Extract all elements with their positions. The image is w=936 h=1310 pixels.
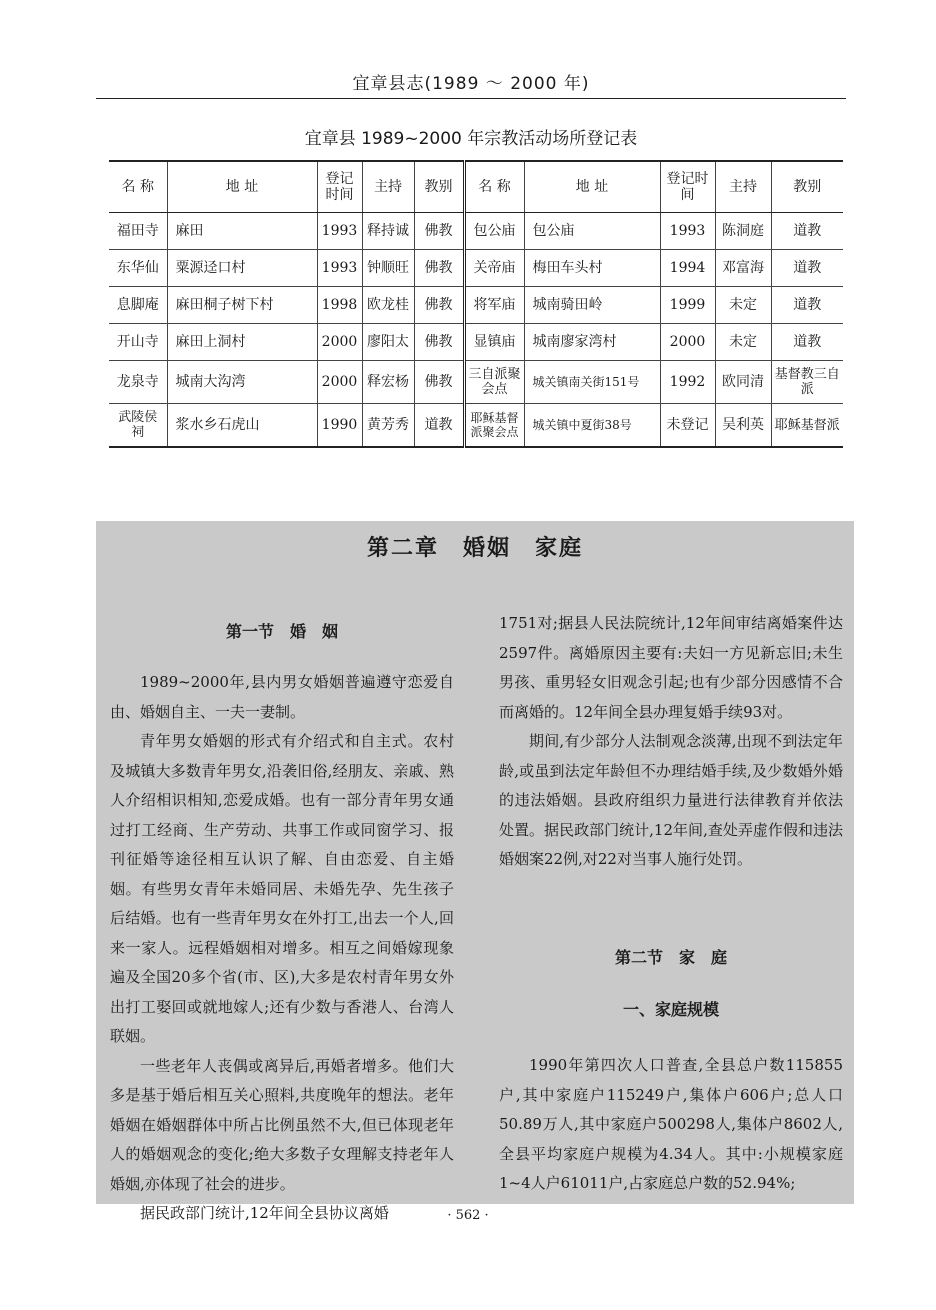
body-paragraph: 青年男女婚姻的形式有介绍式和自主式。农村及城镇大多数青年男女,沿袭旧俗,经朋友、亲戚、熟人介绍相识相知,恋爱成婚。也有一部分青年男女通过打工经商、生产劳动、共事工作或同窗学习、报刊征婚等途径相互认识了解、自由恋爱、自主婚姻。有些男女青年未婚同居、未婚先孕、先生孩子后结婚。也有一些青年男女在外打工,出去一个人,回来一家人。远程婚姻相对增多。相互之间婚嫁现象遍及全国20多个省(市、区),大多是农村青年男女外出打工娶回或就地嫁人;还有少数与香港人、台湾人联姻。: [110, 732, 454, 1045]
table-cell: 基督教三自派: [771, 361, 843, 404]
table-cell: 耶稣基督派聚会点: [464, 404, 524, 448]
table-cell: 道教: [771, 324, 843, 361]
table-cell: 陈洞庭: [715, 213, 771, 250]
table-cell: 道教: [771, 287, 843, 324]
table-cell: 麻田桐子树下村: [167, 287, 317, 324]
body-paragraph: 据民政部门统计,12年间全县协议离婚: [140, 1204, 389, 1222]
table-cell: 开山寺: [109, 324, 167, 361]
table-cell: 1992: [660, 361, 715, 404]
table-cell: 麻田: [167, 213, 317, 250]
table-cell: 释宏杨: [362, 361, 414, 404]
table-row: [109, 361, 843, 404]
header-host-2: 主持: [715, 161, 771, 213]
table-cell: 武陵侯祠: [109, 404, 167, 448]
body-paragraph: 1751对;据县人民法院统计,12年间审结离婚案件达2597件。离婚原因主要有:夫妇一方见新忘旧;未生男孩、重男轻女旧观念引起;也有少部分因感情不合而离婚的。12年间全县办理复婚手续93对。: [499, 614, 843, 721]
table-cell: 东华仙: [109, 250, 167, 287]
table-cell: 麻田上洞村: [167, 324, 317, 361]
religious-sites-table: [109, 160, 843, 448]
table-cell: 福田寺: [109, 213, 167, 250]
table-cell: 浆水乡石虎山: [167, 404, 317, 448]
table-row: [109, 287, 843, 324]
table-cell: 城关镇中夏街38号: [524, 404, 660, 448]
section-title-marriage: 第一节 婚 姻: [225, 622, 338, 641]
header-name-2: 名 称: [464, 161, 524, 213]
header-host: 主持: [362, 161, 414, 213]
table-cell: 将军庙: [464, 287, 524, 324]
table-cell: 梅田车头村: [524, 250, 660, 287]
subsection-title-family-size: 一、家庭规模: [622, 1000, 719, 1019]
header-reg-time: 登记时间: [317, 161, 362, 213]
table-cell: 2000: [317, 324, 362, 361]
table-cell: 佛教: [414, 250, 464, 287]
table-cell: 三自派聚会点: [464, 361, 524, 404]
table-cell: 欧龙桂: [362, 287, 414, 324]
table-cell: 城关镇南关街151号: [524, 361, 660, 404]
right-column-top: [499, 609, 843, 875]
table-cell: 钟顺旺: [362, 250, 414, 287]
table-cell: 关帝庙: [464, 250, 524, 287]
table-cell: 佛教: [414, 361, 464, 404]
header-religion: 教别: [414, 161, 464, 213]
table-cell: 息脚庵: [109, 287, 167, 324]
table-cell: 吴利英: [715, 404, 771, 448]
right-column-bottom: [499, 1051, 843, 1199]
body-paragraph: 1990年第四次人口普查,全县总户数115855户,其中家庭户115249户,集体户606户;总人口50.89万人,其中家庭户500298人,集体户8602人,全县平均家庭户规模为4.34人。其中:小规模家庭1~4人户61011户,占家庭总户数的52.94%;: [499, 1056, 843, 1192]
chapter-title: 第二章 婚姻 家庭: [366, 536, 583, 561]
table-cell: 城南廖家湾村: [524, 324, 660, 361]
table-cell: 包公庙: [524, 213, 660, 250]
table-cell: 佛教: [414, 324, 464, 361]
running-header: 宜章县志(1989 ～ 2000 年): [96, 70, 846, 99]
table-cell: 黄芳秀: [362, 404, 414, 448]
table-row: [109, 324, 843, 361]
table-cell: 邓富海: [715, 250, 771, 287]
table-cell: 粟源迳口村: [167, 250, 317, 287]
table-cell: 佛教: [414, 213, 464, 250]
header-reg-time-2: 登记时间: [660, 161, 715, 213]
header-address: 地 址: [167, 161, 317, 213]
table-row: [109, 213, 843, 250]
table-cell: 1990: [317, 404, 362, 448]
table-cell: 道教: [771, 213, 843, 250]
table-cell: 廖阳太: [362, 324, 414, 361]
table-cell: 1993: [317, 213, 362, 250]
table-cell: 欧同清: [715, 361, 771, 404]
table-cell: 道教: [414, 404, 464, 448]
table-cell: 1999: [660, 287, 715, 324]
page-number: · 562 ·: [447, 1208, 489, 1223]
table-title: 宜章县 1989~2000 年宗教活动场所登记表: [304, 129, 638, 149]
table-cell: 1993: [660, 213, 715, 250]
section-title-family: 第二节 家 庭: [614, 948, 727, 967]
table-cell: 未定: [715, 324, 771, 361]
table-row: [109, 250, 843, 287]
table-cell: 显镇庙: [464, 324, 524, 361]
table-cell: 耶稣基督派: [771, 404, 843, 448]
body-paragraph: 1989~2000年,县内男女婚姻普遍遵守恋爱自由、婚姻自主、一夫一妻制。: [110, 673, 454, 721]
table-cell: 1994: [660, 250, 715, 287]
body-paragraph: 一些老年人丧偶或离异后,再婚者增多。他们大多是基于婚后相互关心照料,共度晚年的想法。老年婚姻在婚姻群体中所占比例虽然不大,但已体现老年人的婚姻观念的变化;绝大多数子女理解支持老年人婚姻,亦体现了社会的进步。: [110, 1056, 454, 1193]
table-cell: 龙泉寺: [109, 361, 167, 404]
table-cell: 1993: [317, 250, 362, 287]
header-address-2: 地 址: [524, 161, 660, 213]
table-cell: 2000: [660, 324, 715, 361]
table-cell: 城南骑田岭: [524, 287, 660, 324]
table-cell: 释持诚: [362, 213, 414, 250]
table-cell: 1998: [317, 287, 362, 324]
table-cell: 未登记: [660, 404, 715, 448]
table-cell: 未定: [715, 287, 771, 324]
table-cell: 城南大沟湾: [167, 361, 317, 404]
header-religion-2: 教别: [771, 161, 843, 213]
left-column: [110, 668, 454, 1229]
body-paragraph: 期间,有少部分人法制观念淡薄,出现不到法定年龄,或虽到法定年龄但不办理结婚手续,及少数婚外婚的违法婚姻。县政府组织力量进行法律教育并依法处置。据民政部门统计,12年间,查处弄虚作假和违法婚姻案22例,对22对当事人施行处罚。: [499, 732, 843, 868]
table-header-row: [109, 161, 843, 213]
header-name: 名 称: [109, 161, 167, 213]
table-cell: 2000: [317, 361, 362, 404]
table-cell: 包公庙: [464, 213, 524, 250]
table-cell: 佛教: [414, 287, 464, 324]
table-row: [109, 404, 843, 448]
table-cell: 道教: [771, 250, 843, 287]
